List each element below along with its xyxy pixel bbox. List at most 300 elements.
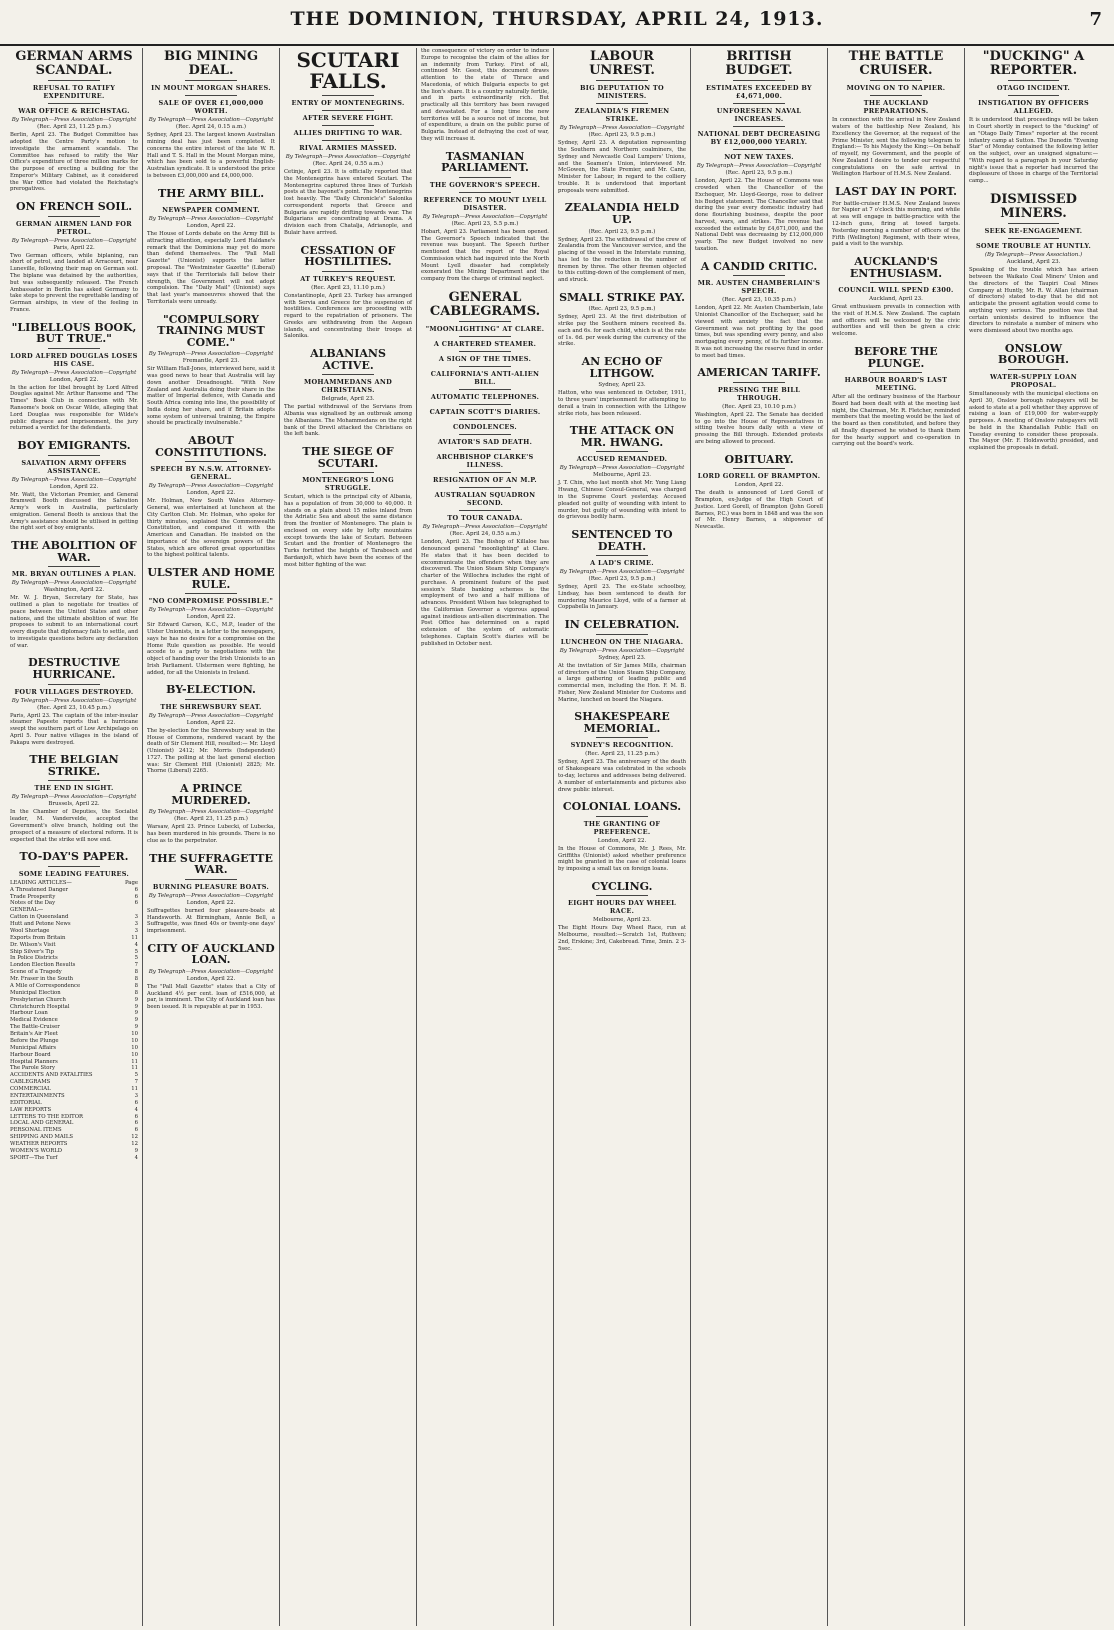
headline-rule <box>459 487 510 488</box>
headline-rule <box>185 461 236 462</box>
article-subheading: A LAD'S CRIME. <box>590 559 654 568</box>
article <box>147 943 275 1011</box>
contents-item <box>10 962 138 969</box>
headline-rule <box>48 566 99 567</box>
article-subheading: NEWSPAPER COMMENT. <box>162 206 260 215</box>
headline-rule <box>322 140 373 141</box>
dateline: (Rec. April 23, 11.25 p.m.) <box>174 816 248 823</box>
article <box>10 540 138 649</box>
article-subheading: WAR OFFICE & REICHSTAG. <box>18 107 130 116</box>
article-body: Sydney, April 23. A deputation representing the Southern and Northern coalminers, the Sydney and Newcastle Coal Lumpers' Unions, and the Seamen's Union, interviewed Mr. McGowen, the State Premier, and Mr. Cann, Minister for Labour, in regard to the colliery trouble. It is understood that important proposals were submitted. <box>558 140 686 194</box>
article-body: The death is announced of Lord Gorell of Brampton, ex-Judge of the High Court of Justice. Lord Gorell, of Brampton (John Gorell Barnes, P.C.) was born in 1848 and was the son of Mr. Henry Barnes, a shipowner of Newcastle. <box>695 490 823 531</box>
article-subheading: EIGHT HOURS DAY WHEEL RACE. <box>567 899 677 916</box>
article-subheading: FOUR VILLAGES DESTROYED. <box>14 687 134 696</box>
headline-rule <box>185 202 236 203</box>
article-headline: THE ARMY BILL. <box>157 186 265 200</box>
contents-item <box>10 935 138 942</box>
column-8 <box>965 48 1102 1626</box>
article-subheading: ALLIES DRIFTING TO WAR. <box>293 129 403 137</box>
contents-page: 8 <box>134 969 138 976</box>
dateline: London, April 22. <box>186 719 236 726</box>
dateline: London, April 22. <box>186 614 236 621</box>
article <box>558 425 686 521</box>
article <box>10 851 138 1161</box>
article-headline: BRITISH BUDGET. <box>725 49 793 78</box>
dateline: (Rec. April 23, 10.45 p.m.) <box>37 704 111 711</box>
article <box>284 446 412 569</box>
article-body: Simultaneously with the municipal elections on April 30, Onslow borough ratepayers will be asked to state at a poll whether they approve of raising a loan of £19,000 for water-supply purposes. A meeting of Onslow ratepayers will be held in the Khandallah Public Hall on Tuesday evening to consider these proposals. The Mayor (Mr. F. Holdsworth) presided, and explained the proposals in detail. <box>969 390 1098 452</box>
headline-rule <box>185 80 236 81</box>
article <box>284 348 412 438</box>
article-subheading: MOHAMMEDANS AND CHRISTIANS. <box>303 378 393 395</box>
headline-rule <box>1008 80 1060 81</box>
contents-label: LEADING ARTICLES— <box>10 879 72 886</box>
contents-list <box>10 880 138 1162</box>
contents-label: The Battle-Cruiser <box>10 1024 60 1031</box>
headline-rule <box>322 271 373 272</box>
contents-page: 11 <box>131 934 138 941</box>
article-subheading: A CHARTERED STEAMER. <box>433 340 537 349</box>
article-subheading: MR. BRYAN OUTLINES A PLAN. <box>11 570 137 579</box>
article-subheading: LORD GORELL OF BRAMPTON. <box>697 472 821 481</box>
article-subheading: ZEALANDIA'S FIREMEN STRIKE. <box>574 107 670 124</box>
contents-label: Harbour Loan <box>10 1010 48 1017</box>
contents-page: 8 <box>134 989 138 996</box>
article <box>10 440 138 532</box>
dateline: Auckland, April 23. <box>869 296 923 303</box>
article-body: Two German officers, while biplaning, ran short of petrol, and landed at Arracourt, near Luneville, following their map on German soil. The biplane was detained by the authorities, but was subsequently released. The French Ambassador in Berlin has asked Germany to take steps to prevent the regrettable landing of German airships, in view of the feeling in France. <box>10 252 138 313</box>
contents-item <box>10 894 138 901</box>
dateline: (Rec. April 23, 9.5 p.m.) <box>588 306 656 313</box>
headline-rule <box>48 216 99 217</box>
contents-page: 4 <box>134 1154 138 1161</box>
article-headline: BY-ELECTION. <box>166 683 256 697</box>
contents-item <box>10 997 138 1004</box>
contents-page: 8 <box>134 976 138 983</box>
article-subheading: HARBOUR BOARD'S LAST MEETING. <box>844 376 948 393</box>
article-headline: LAST DAY IN PORT. <box>835 185 957 199</box>
article-subheading: LUNCHEON ON THE NIAGARA. <box>560 637 684 646</box>
article-headline: CESSATION OF HOSTILITIES. <box>300 243 396 269</box>
press-credit: By Telegraph—Press Association—Copyright <box>148 892 274 899</box>
contents-label: CABLEGRAMS <box>10 1079 51 1086</box>
article-body: The by-election for the Shrewsbury seat in the House of Commons, rendered vacant by the death of Sir Clement Hill, resulted:— Mr. Lloyd (Unionist) 2412; Mr. Morris (Independent) 1727. The polling at the last general election was: Sir Clement Hill (Unionist) 2825; Mr. Thorne (Liberal) 2265. <box>147 727 275 775</box>
headline-rule <box>870 95 921 96</box>
headline-rule <box>459 351 510 352</box>
article-body: Hatton, who was sentenced in October, 1911, to three years' imprisonment for attempting to derail a train in connection with the Lithgow strike riots, has been released. <box>558 390 686 417</box>
article <box>969 50 1098 185</box>
headline-rule <box>322 95 373 96</box>
article-headline: BIG MINING DEAL. <box>163 49 259 78</box>
contents-page: 6 <box>134 893 138 900</box>
headline-rule <box>733 275 784 276</box>
article-subheading: CONDOLENCES. <box>453 423 517 432</box>
contents-item <box>10 976 138 983</box>
article-body: Mr. Watt, the Victorian Premier, and General Bramwell Booth discussed the Salvation Army's work in Australia, particularly emigration. General Booth is anxious that the Army's assistance should be utilised in getting the right sort of boy emigrants. <box>10 491 138 532</box>
contents-page: 12 <box>131 1141 138 1148</box>
article-headline: "DUCKING" A REPORTER. <box>982 49 1085 78</box>
article-body: Cetinje, April 23. It is officially reported that the Montenegrins have entered Scutari. The Montenegrins captured three lines of Turkish posts at the bayonet's point. The Montenegrins lost heavily. The "Daily Chronicle's" Salonika correspondent reports that Greece and Bulgaria are rapidly drifting towards war. The Bulgarians are concentrating at Drama. A division each from Chatalja, Adrianople, and Bulair have arrived. <box>284 169 412 236</box>
dateline: (Rec. April 24, 0.55 a.m.) <box>449 531 521 538</box>
contents-page: 6 <box>134 900 138 907</box>
contents-page: 3 <box>134 914 138 921</box>
article <box>969 193 1098 335</box>
article <box>558 711 686 793</box>
contents-label: Trade Prosperity <box>10 893 56 900</box>
contents-page: 11 <box>131 1058 138 1065</box>
contents-label: Ship Silver's Tip <box>10 948 54 955</box>
article-body: Suffragettes burned four pleasure-boats at Handsworth. At Birmingham, Annie Bell, a Suffragette, was fined 40s or twenty-one days' imprisonment. <box>147 907 275 935</box>
article <box>147 188 275 306</box>
headline-rule <box>459 434 510 435</box>
article-subheading: SALVATION ARMY OFFERS ASSISTANCE. <box>21 458 127 475</box>
press-credit: By Telegraph—Press Association—Copyright <box>11 117 137 124</box>
article-subheading: MR. AUSTEN CHAMBERLAIN'S SPEECH. <box>697 279 821 296</box>
article-subheading: LORD ALFRED DOUGLAS LOSES HIS CASE. <box>10 351 138 368</box>
contents-page: 10 <box>131 1044 138 1051</box>
article-headline: "COMPULSORY TRAINING MUST COME." <box>157 312 265 349</box>
contents-page: 9 <box>134 1010 138 1017</box>
press-credit: By Telegraph—Press Association—Copyright <box>559 569 685 576</box>
contents-page: 9 <box>134 1147 138 1154</box>
contents-label: In Police Districts <box>10 955 58 962</box>
article-subheading: THE GRANTING OF PREFERENCE. <box>583 819 661 836</box>
headline-rule <box>596 555 647 556</box>
dateline: Fremantle, April 23. <box>182 358 240 365</box>
article <box>832 186 960 248</box>
article-headline: THE BELGIAN STRIKE. <box>29 753 119 778</box>
contents-label: Notes of the Day <box>10 900 56 907</box>
headline-rule <box>596 80 647 81</box>
dateline: Sydney, April 23. <box>598 382 646 389</box>
headline-rule <box>870 372 921 373</box>
article-headline: AMERICAN TARIFF. <box>697 366 821 380</box>
headline-rule <box>733 382 784 383</box>
press-credit: By Telegraph—Press Association—Copyright <box>148 809 274 816</box>
press-credit: By Telegraph—Press Association—Copyright <box>285 154 411 160</box>
contents-item <box>10 1155 138 1162</box>
headline-rule <box>1008 369 1060 370</box>
article-headline: AN ECHO OF LITHGOW. <box>581 355 663 380</box>
press-credit: By Telegraph—Press Association—Copyright <box>696 163 822 170</box>
contents-item <box>10 1072 138 1079</box>
article-subheading: GERMAN AIRMEN LAND FOR PETROL. <box>16 219 132 236</box>
contents-item <box>10 907 138 914</box>
article-subheading: A SIGN OF THE TIMES. <box>438 355 532 364</box>
article-headline: THE ABOLITION OF WAR. <box>11 539 137 564</box>
contents-page: 12 <box>131 1134 138 1141</box>
contents-label: Hospital Planners <box>10 1058 58 1065</box>
contents-item <box>10 1120 138 1127</box>
contents-item <box>10 1127 138 1134</box>
article <box>421 291 549 648</box>
article-subheading: OTAGO INCIDENT. <box>996 84 1071 93</box>
article-subheading: SEEK RE-ENGAGEMENT. <box>984 227 1083 236</box>
article-body: Constantinople, April 23. Turkey has arranged with Servia and Greece for the suspension of hostilities. Conferences are proceeding with regard to the repatriation of prisoners. The Greeks are withdrawing from the Aegean islands, and concentrating their troops at Salonika. <box>284 292 412 340</box>
article <box>695 367 823 445</box>
contents-item <box>10 969 138 976</box>
article-subheading: THE SHREWSBURY SEAT. <box>160 702 262 711</box>
article <box>969 343 1098 452</box>
headline-rule <box>322 110 373 111</box>
press-credit: By Telegraph—Press Association—Copyright <box>148 968 274 975</box>
headline-rule <box>1008 238 1060 239</box>
contents-label: SHIPPING AND MAILS <box>10 1134 73 1141</box>
article-body: In the action for libel brought by Lord Alfred Douglas against Mr. Arthur Ransome and "The Times" Book Club in connection with Mr. Ransome's book on Oscar Wilde, alleging that Lord Douglas was responsible for Wilde's public disgrace and imprisonment, the jury returned a verdict for the defendants. <box>10 384 138 432</box>
article <box>147 684 275 775</box>
article <box>147 314 275 428</box>
column-1 <box>6 48 143 1626</box>
article <box>147 435 275 559</box>
article-body: It is understood that proceedings will be taken in Court shortly in respect to the "ducking" of an "Otago Daily Times" reporter at the recent infantry camp at Sutton. The Dunedin "Evening Star" of Monday contained the following letter on the subject, over an unsigned signature:— "With regard to a paragraph in your Saturday night's issue that a reporter had incurred the displeasure of those in charge of the Territorial camp... <box>969 117 1098 185</box>
article-body: Sydney, April 23. At the first distribution of strike pay the Southern miners received 8s. each and 6s. for each child, which is at the rate of 1s. 6d. per week during the currency of the strike. <box>558 314 686 348</box>
column-5 <box>554 48 691 1626</box>
headline-rule <box>596 816 647 817</box>
contents-page: 9 <box>134 996 138 1003</box>
column-3 <box>280 48 417 1626</box>
article-subheading: SOME TROUBLE AT HUNTLY. <box>975 242 1092 251</box>
contents-item <box>10 1024 138 1031</box>
contents-label: Exports from Britain <box>10 934 66 941</box>
article-headline: TASMANIAN PARLIAMENT. <box>441 149 529 175</box>
article-body: J. T. Chin, who last month shot Mr. Yung Liang Hwang, Chinese Consul-General, was charged in the Supreme Court yesterday. Accused pleaded not guilty of wounding with intent to murder, but guilty of wounding with intent to do grievous bodily harm. <box>558 480 686 521</box>
article-subheading: PRESSING THE BILL THROUGH. <box>717 385 801 402</box>
contents-label: Christchurch Hospital <box>10 1003 70 1010</box>
contents-label: SPORT—The Turf <box>10 1154 58 1161</box>
article <box>558 619 686 703</box>
headline-rule <box>459 419 510 420</box>
article-subheading: NATIONAL DEBT DECREASING BY £12,000,000 YEARLY. <box>697 130 821 147</box>
article <box>695 261 823 360</box>
article-subheading: MONTENEGRO'S LONG STRUGGLE. <box>302 476 394 493</box>
dateline: London, April 22. <box>734 482 784 489</box>
article-headline: CITY OF AUCKLAND LOAN. <box>147 941 275 967</box>
dateline: London, April 22. <box>49 483 99 490</box>
headline-rule <box>48 780 99 781</box>
column-7 <box>828 48 965 1626</box>
press-credit: By Telegraph—Press Association—Copyright <box>422 524 548 531</box>
press-credit: By Telegraph—Press Association—Copyright <box>11 237 137 244</box>
article <box>558 50 686 194</box>
article-subheading: "NO COMPROMISE POSSIBLE." <box>148 597 274 606</box>
article <box>832 50 960 178</box>
contents-label: Before the Plunge <box>10 1037 59 1044</box>
contents-item <box>10 887 138 894</box>
contents-item <box>10 900 138 907</box>
contents-label: Mr. Fraser in the South <box>10 976 74 983</box>
article <box>147 50 275 180</box>
contents-label: Britain's Air Fleet <box>10 1031 58 1038</box>
article-headline: THE SIEGE OF SCUTARI. <box>302 445 394 470</box>
contents-item <box>10 1100 138 1107</box>
article <box>695 50 823 253</box>
headline-rule <box>733 103 784 104</box>
article-headline: A PRINCE MURDERED. <box>171 782 251 807</box>
article-body: Hobart, April 23. Parliament has been opened. The Governor's Speech indicated that the revenue was buoyant. The Speech further mentioned that the report of the Royal Commission which had inquired into the North Mount Lyell disaster had completely exonerated the Mining Department and the company from the charge of criminal neglect. <box>421 228 549 283</box>
headline-rule <box>459 336 510 337</box>
contents-item <box>10 1017 138 1024</box>
press-credit: (By Telegraph—Press Association.) <box>984 252 1083 259</box>
article-subheading: REFUSAL TO RATIFY EXPENDITURE. <box>32 84 116 101</box>
article <box>10 50 138 193</box>
contents-item <box>10 928 138 935</box>
contents-item <box>10 1093 138 1100</box>
article-subheading: RESIGNATION OF AN M.P. <box>433 476 537 485</box>
contents-label: London Election Results <box>10 962 76 969</box>
article-subheading: TO TOUR CANADA. <box>447 514 523 523</box>
article-headline: COLONIAL LOANS. <box>562 800 682 814</box>
article-subheading: ACCUSED REMANDED. <box>576 455 668 464</box>
contents-item <box>10 1052 138 1059</box>
article <box>284 245 412 340</box>
contents-item <box>10 1045 138 1052</box>
contents-label: A Mile of Correspondence <box>10 982 81 989</box>
dateline: (Rec. April 24, 0.15 a.m.) <box>175 124 247 131</box>
article <box>695 454 823 531</box>
contents-label: Medical Evidence <box>10 1017 58 1024</box>
contents-item <box>10 1141 138 1148</box>
headline-rule <box>322 374 373 375</box>
headline-rule <box>733 468 784 469</box>
headline-rule <box>596 451 647 452</box>
press-credit: By Telegraph—Press Association—Copyright <box>559 647 685 654</box>
dateline: Washington, April 22. <box>43 587 105 594</box>
contents-page: 9 <box>134 1024 138 1031</box>
headline-rule <box>322 125 373 126</box>
article <box>558 881 686 953</box>
headline-rule <box>596 737 647 738</box>
article-headline: ALBANIANS ACTIVE. <box>310 347 386 372</box>
contents-item <box>10 983 138 990</box>
article-body: Mr. Holman, New South Wales Attorney-General, was entertained at luncheon at the City Carlton Club. Mr. Holman, who spoke for thirty minutes, explained the Commonwealth Constitution, and compared it with the American and Canadian. He insisted on the importance of the sovereign powers of the States, which are offered great opportunities to the highest political talents. <box>147 498 275 559</box>
article-subheading: AT TURKEY'S REQUEST. <box>300 274 396 283</box>
contents-label: A Threatened Danger <box>10 886 69 893</box>
headline-rule <box>459 192 510 193</box>
contents-item <box>10 955 138 962</box>
press-credit: By Telegraph—Press Association—Copyright <box>11 794 137 801</box>
article-subheading: ESTIMATES EXCEEDED BY £4,671,000. <box>706 84 812 101</box>
contents-label: ACCIDENTS AND FATALITIES <box>10 1072 93 1079</box>
press-credit: By Telegraph—Press Association—Copyright <box>11 697 137 704</box>
contents-label: ENTERTAINMENTS <box>10 1092 65 1099</box>
headline-rule <box>459 510 510 511</box>
contents-page: 5 <box>134 948 138 955</box>
article-headline: THE BATTLE CRUISER. <box>848 49 944 78</box>
article-subheading: THE AUCKLAND PREPARATIONS. <box>863 99 929 116</box>
contents-page: 3 <box>134 927 138 934</box>
contents-label: Presbyterian Church <box>10 996 66 1003</box>
masthead <box>0 0 1114 46</box>
column-4 <box>417 48 554 1626</box>
article-body: Speaking of the trouble which has arisen between the Waikato Coal Miners' Union and the directors of the Taupiri Coal Mines Company at Huntly, Mr. R. W. Allan (chairman of directors) stated to-day that he did not anticipate the present agitation would come to anything very serious. The position was that certain unionists desired to influence the directors to reinstate a number of miners who were dismissed about two months ago. <box>969 267 1098 335</box>
contents-label: Dr. Wilson's Visit <box>10 941 56 948</box>
article-headline: DESTRUCTIVE HURRICANE. <box>28 656 120 681</box>
article-headline: IN CELEBRATION. <box>564 618 680 632</box>
article-body: Sydney, April 23. The largest known Australian mining deal has just been completed. It concerns the entire interest of the late W. R. Hall and T. S. Hall in the Mount Morgan mine, which has been sold to a powerful English-Australian syndicate. It is understood the price is between £3,000,000 and £4,000,000. <box>147 132 275 179</box>
dateline: Melbourne, April 23. <box>592 917 652 924</box>
contents-page: 6 <box>134 1120 138 1127</box>
dateline: (Rec. April 23, 9.5 p.m.) <box>588 132 656 139</box>
article-headline: SCUTARI FALLS. <box>296 48 400 93</box>
dateline: (Rec. April 23, 10.35 p.m.) <box>722 297 796 304</box>
article-subheading: "MOONLIGHTING" AT CLARE. <box>425 325 545 334</box>
contents-page: Page <box>124 879 138 886</box>
article-subheading: AVIATOR'S SAD DEATH. <box>437 438 533 447</box>
column-2 <box>143 48 280 1626</box>
article <box>284 50 412 237</box>
article-body: Washington, April 22. The Senate has decided to go into the House of Representatives in sitting twelve hours daily with a view of pressing the Bill through. Extended protests are being allowed to proceed. <box>695 411 823 445</box>
article <box>147 783 275 844</box>
contents-page: 5 <box>134 955 138 962</box>
dateline: London, April 22. <box>186 223 236 230</box>
headline-rule <box>48 80 99 81</box>
article-headline: ZEALANDIA HELD UP. <box>564 201 680 226</box>
press-credit: By Telegraph—Press Association—Copyright <box>559 465 685 472</box>
headline-rule <box>870 80 921 81</box>
article <box>10 657 138 746</box>
dateline: Sydney, April 23. <box>598 654 646 661</box>
article <box>832 346 960 448</box>
headline-rule <box>596 103 647 104</box>
article <box>832 256 960 338</box>
contents-item <box>10 1107 138 1114</box>
article-subheading: SPEECH BY N.S.W. ATTORNEY-GENERAL. <box>150 465 272 482</box>
article-body: Warsaw, April 23. Prince Lubecki, of Lubecka, has been murdered in his grounds. There is no clue as to the perpetrator. <box>147 824 275 844</box>
contents-item <box>10 942 138 949</box>
article-body: Sydney, April 23. The anniversary of the death of Shakespeare was celebrated in the schools to-day, lectures and addresses being delivered. A number of entertainments and pictures also drew public interest. <box>558 759 686 793</box>
article <box>558 202 686 283</box>
article-subheading: CAPTAIN SCOTT'S DIARIES. <box>429 408 541 417</box>
article-subheading: INSTIGATION BY OFFICERS ALLEGED. <box>978 99 1089 116</box>
article-headline: TO-DAY'S PAPER. <box>19 850 129 864</box>
dateline: London, April 22. <box>186 490 236 497</box>
headline-rule <box>596 895 647 896</box>
contents-page: 6 <box>134 1127 138 1134</box>
contents-page: 6 <box>134 1099 138 1106</box>
article-body: In connection with the arrival in New Zealand waters of the battleship New Zealand, his Excellency the Governor, at the request of the Prime Minister, sent the following telegram to England:— To his Majesty the King:—On behalf of myself, my Government, and the people of New Zealand I desire to tender our respectful congratulations on the safe arrival in Wellington Harbour of H.M.S. New Zealand. <box>832 117 960 178</box>
article-body: After all the ordinary business of the Harbour Board had been dealt with at the meeting last night, the Chairman, Mr. R. Fletcher, reminded members that the meeting would be the last of the board as then constituted, and before they all finally dispersed he wished to thank them for the hearty support and co-operation in carrying out the board's work. <box>832 394 960 448</box>
article-body: Great enthusiasm prevails in connection with the visit of H.M.S. New Zealand. The captain and officers will be welcomed by the civic authorities and will then be given a civic welcome. <box>832 304 960 338</box>
contents-page: 10 <box>131 1037 138 1044</box>
contents-page: 10 <box>131 1051 138 1058</box>
article-body: Sydney, April 23. The ex-State schoolboy, Lindsay, has been sentenced to death for murdering Maurice Lloyd, wife of a farmer at Coppabella in January. <box>558 584 686 611</box>
article-headline: THE SUFFRAGETTE WAR. <box>149 851 273 877</box>
article-subheading: AUSTRALIAN SQUADRON SECOND. <box>434 491 536 508</box>
headline-rule <box>459 177 510 178</box>
contents-item <box>10 990 138 997</box>
article-body: Sir Edward Carson, K.C., M.P., leader of the Ulster Unionists, in a letter to the newspapers, says he has no desire for a compromise on the Home Rule question as possible. He would accede to a party to negotiations with the object of handing over the Irish Unionists to an Irish Parliament. Ulstermen were fighting, he added, for all the Unionists in Ireland. <box>147 622 275 676</box>
headline-rule <box>185 699 236 700</box>
contents-label: Municipal Affairs <box>10 1044 57 1051</box>
contents-item <box>10 1004 138 1011</box>
article-headline: ULSTER AND HOME RULE. <box>147 566 275 591</box>
article-subheading: RIVAL ARMIES MASSED. <box>299 144 397 152</box>
contents-label: PERSONAL ITEMS <box>10 1127 62 1134</box>
contents-label: The Parole Story <box>10 1065 55 1072</box>
column-6 <box>691 48 828 1626</box>
contents-page: 6 <box>134 1113 138 1120</box>
dateline: Paris, April 22. <box>53 244 95 251</box>
contents-label: GENERAL— <box>10 907 44 914</box>
article-subheading: CALIFORNIA'S ANTI-ALIEN BILL. <box>430 370 540 387</box>
article-subheading: AUTOMATIC TELEPHONES. <box>430 393 540 402</box>
article <box>558 801 686 873</box>
headline-rule <box>596 634 647 635</box>
article-subheading: THE GOVERNOR'S SPEECH. <box>429 180 541 189</box>
article-subheading: AFTER SEVERE FIGHT. <box>302 114 394 122</box>
dateline: London, April 22. <box>186 899 236 906</box>
dateline: (Rec. April 23, 11.10 p.m.) <box>311 284 385 291</box>
